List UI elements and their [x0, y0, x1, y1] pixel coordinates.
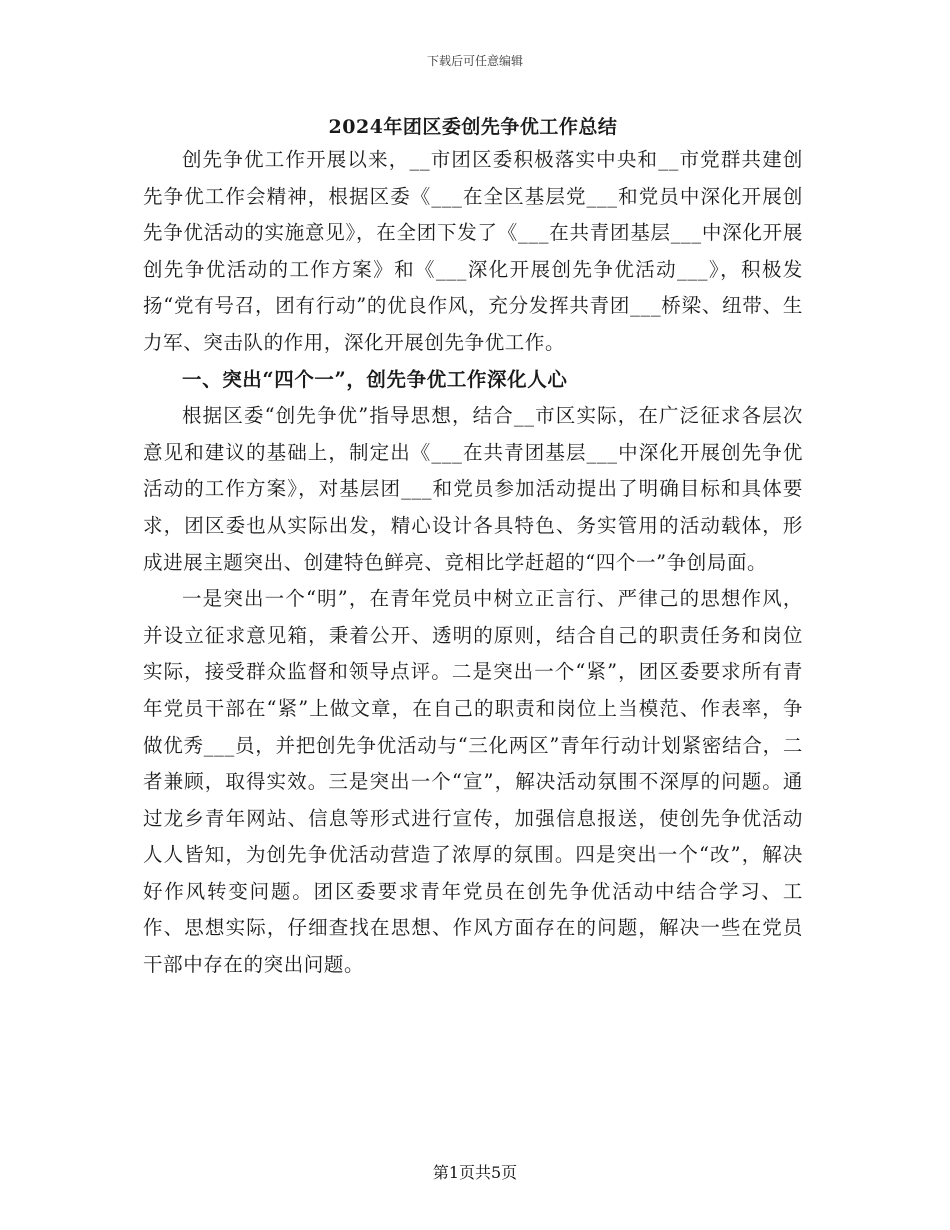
page-footer: 第1页共5页 [432, 1163, 518, 1182]
section-heading: 一、突出“四个一”，创先争优工作深化人心 [182, 367, 568, 391]
paragraph-intro: 创先争优工作开展以来，__市团区委积极落实中央和__市党群共建创先争优工作会精神，根据区委《___在全区基层党___和党员中深化开展创先争优活动的实施意见》，在全团下发了《___在共青团基层___中深化开展创先争优活动的工作方案》和《___深化开展创先争优活动___》，积极发扬“党有号召，团有行动”的优良作风，充分发挥共青团___桥梁、纽带、生力军、突击队的作用，深化开展创先争优工作。 [143, 148, 803, 354]
document-title: 2024年团区委创先争优工作总结 [328, 116, 618, 138]
header-note: 下载后可任意编辑 [426, 54, 523, 68]
paragraph-four-points: 一是突出一个“明”，在青年党员中树立正言行、严律己的思想作风，并设立征求意见箱，秉着公开、透明的原则，结合自己的职责任务和岗位实际，接受群众监督和领导点评。二是突出一个“紧”，团区委要求所有青年党员干部在“紧”上做文章，在自己的职责和岗位上当模范、作表率，争做优秀___员，并把创先争优活动与“三化两区”青年行动计划紧密结合，二者兼顾，取得实效。三是突出一个“宣”，解决活动氛围不深厚的问题。通过龙乡青年网站、信息等形式进行宣传，加强信息报送，使创先争优活动人人皆知，为创先争优活动营造了浓厚的氛围。四是突出一个“改”，解决好作风转变问题。团区委要求青年党员在创先争优活动中结合学习、工作、思想实际，仔细查找在思想、作风方面存在的问题，解决一些在党员干部中存在的突出问题。 [143, 587, 803, 977]
paragraph-section-intro: 根据区委“创先争优”指导思想，结合__市区实际，在广泛征求各层次意见和建议的基础上，制定出《___在共青团基层___中深化开展创先争优活动的工作方案》，对基层团___和党员参加活动提出了明确目标和具体要求，团区委也从实际出发，精心设计各具特色、务实管用的活动载体，形成进展主题突出、创建特色鲜亮、竞相比学赶超的“四个一”争创局面。 [143, 404, 803, 574]
document-body [143, 112, 803, 984]
